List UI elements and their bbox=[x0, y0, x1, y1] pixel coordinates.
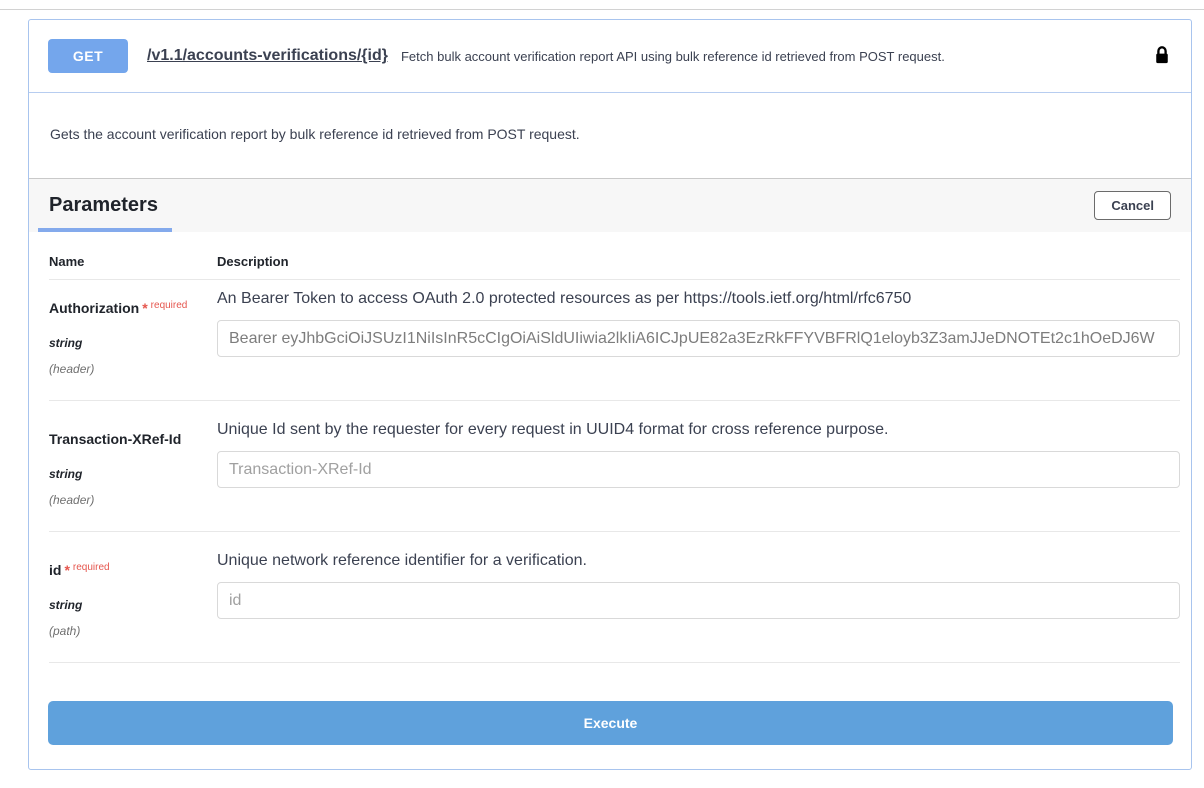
parameter-type: string bbox=[49, 467, 83, 481]
parameter-description: An Bearer Token to access OAuth 2.0 protected resources as per https://tools.ietf.org/html/rfc6750 bbox=[217, 290, 912, 307]
operation-description: Gets the account verification report by bulk reference id retrieved from POST request. bbox=[50, 126, 580, 142]
required-asterisk: * bbox=[142, 300, 148, 316]
page-top-divider bbox=[0, 9, 1204, 10]
parameters-section-header bbox=[29, 178, 1191, 232]
operation-summary-row[interactable] bbox=[29, 20, 1191, 93]
parameter-description-cell bbox=[217, 550, 1180, 638]
required-label: required bbox=[72, 562, 110, 573]
parameters-title: Parameters bbox=[49, 194, 158, 216]
execute-section bbox=[29, 663, 1191, 765]
endpoint-path[interactable]: /v1.1/accounts-verifications/{id} bbox=[147, 47, 388, 64]
parameter-type: string bbox=[49, 336, 83, 350]
column-header-description: Description bbox=[217, 254, 289, 269]
authorization-input[interactable] bbox=[217, 320, 1180, 357]
parameter-description-cell bbox=[217, 419, 1180, 507]
column-header-name: Name bbox=[49, 254, 85, 269]
parameter-location: (header) bbox=[49, 493, 95, 507]
lock-icon bbox=[1153, 44, 1171, 69]
parameter-type: string bbox=[49, 598, 83, 612]
parameter-description-cell bbox=[217, 288, 1180, 376]
required-label: required bbox=[150, 300, 188, 311]
endpoint-summary: Fetch bulk account verification report API using bulk reference id retrieved from POST request. bbox=[400, 48, 945, 64]
parameter-location: (header) bbox=[49, 362, 95, 376]
auth-lock-button[interactable] bbox=[1151, 42, 1173, 71]
parameter-name: Authorization * $^{required}$ bbox=[49, 300, 188, 316]
id-input[interactable] bbox=[217, 582, 1180, 619]
cancel-button[interactable]: Cancel bbox=[1094, 191, 1171, 220]
parameter-name: id * $^{required}$ bbox=[49, 562, 110, 578]
parameter-name-cell bbox=[49, 550, 217, 638]
parameters-table bbox=[29, 232, 1191, 663]
parameter-location: (path) bbox=[49, 624, 81, 638]
http-method-badge: GET bbox=[48, 39, 128, 73]
parameters-table-header bbox=[49, 232, 1180, 280]
parameter-row-id bbox=[49, 532, 1180, 663]
execute-button[interactable]: Execute bbox=[48, 701, 1173, 745]
parameter-row-transaction-xref-id bbox=[49, 401, 1180, 532]
api-operation-block bbox=[28, 19, 1192, 770]
parameter-row-authorization bbox=[49, 280, 1180, 401]
transaction-xref-id-input[interactable] bbox=[217, 451, 1180, 488]
parameter-name-cell bbox=[49, 419, 217, 507]
parameter-description: Unique network reference identifier for a verification. bbox=[217, 552, 587, 569]
parameters-tab-underline bbox=[38, 228, 172, 232]
required-asterisk: * bbox=[64, 562, 70, 578]
parameter-name-cell bbox=[49, 288, 217, 376]
parameter-name: Transaction-XRef-Id bbox=[49, 431, 182, 447]
parameter-description: Unique Id sent by the requester for every request in UUID4 format for cross reference purpose. bbox=[217, 421, 889, 438]
